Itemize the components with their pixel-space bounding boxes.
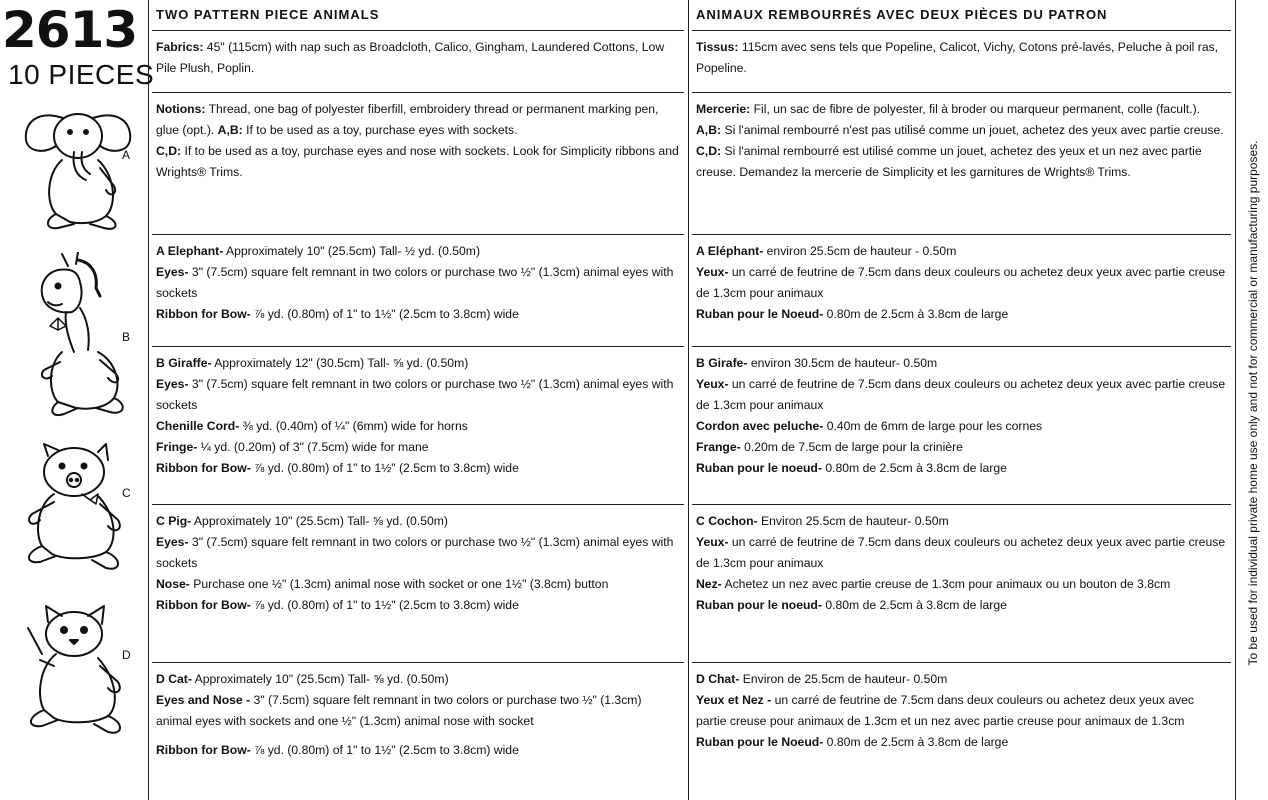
mercerie-ab-label: A,B:: [696, 123, 722, 137]
pig-fr-ribbon-label: Ruban pour le noeud-: [696, 598, 822, 612]
elephant-eyes-text: 3" (7.5cm) square felt remnant in two colors or purchase two ½" (1.3cm) animal eyes with sockets: [156, 265, 674, 300]
fabrics-label: Fabrics:: [156, 40, 204, 54]
pig-eyes-text: 3" (7.5cm) square felt remnant in two colors or purchase two ½" (1.3cm) animal eyes with sockets: [156, 535, 674, 570]
cat-eyes-label: Eyes and Nose -: [156, 693, 251, 707]
cat-ribbon-label: Ribbon for Bow-: [156, 743, 251, 757]
english-cat: [152, 662, 684, 800]
french-title: ANIMAUX REMBOURRÉS AVEC DEUX PIÈCES DU PATRON: [696, 7, 1108, 22]
giraffe-fringe-label: Fringe-: [156, 440, 198, 454]
mercerie-ab-text: Si l'animal rembourré n'est pas utilisé comme un jouet, achetez des yeux avec partie creuse.: [721, 123, 1224, 137]
pig-ribbon-text: ⅞ yd. (0.80m) of 1" to 1½" (2.5cm to 3.8cm) wide: [250, 598, 519, 612]
cat-eyes-text: 3" (7.5cm) square felt remnant in two colors or purchase two ½" (1.3cm) animal eyes with sockets and one ½" (1.3cm) animal nose with socket: [156, 693, 642, 728]
pig-fr-nose-label: Nez-: [696, 577, 722, 591]
pig-fr-eyes-label: Yeux-: [696, 535, 729, 549]
piece-count: 10 PIECES: [8, 59, 155, 90]
giraffe-text: Approximately 12" (30.5cm) Tall- ⅝ yd. (0.50m): [211, 356, 469, 370]
elephant-fr-text: environ 25.5cm de hauteur - 0.50m: [763, 244, 957, 258]
label-b: B: [122, 330, 131, 344]
cat-label: D Cat-: [156, 672, 192, 686]
tissus-text: 115cm avec sens tels que Popeline, Calicot, Vichy, Cotons pré-lavés, Peluche à poil ras, Popeline.: [696, 40, 1219, 75]
pig-nose-label: Nose-: [156, 577, 190, 591]
usage-note: [1243, 58, 1263, 748]
mercerie-cd-text: Si l'animal rembourré est utilisé comme un jouet, achetez des yeux et un nez avec partie creuse. Demandez la mercerie de Simplicity et les garnitures de Wrights® Trims.: [696, 144, 1202, 179]
english-elephant: [152, 234, 684, 346]
cat-fr-ribbon-label: Ruban pour le Noeud-: [696, 735, 824, 749]
elephant-fr-ribbon-label: Ruban pour le Noeud-: [696, 307, 824, 321]
notions-ab-text: If to be used as a toy, purchase eyes with sockets.: [242, 123, 518, 137]
cat-fr-eyes-label: Yeux et Nez -: [696, 693, 772, 707]
cat-illustration: [18, 604, 138, 744]
english-notions: [152, 92, 684, 234]
pig-label: C Pig-: [156, 514, 192, 528]
label-a: A: [122, 148, 131, 162]
divider-left: [148, 0, 149, 800]
pig-fr-label: C Cochon-: [696, 514, 758, 528]
pig-ribbon-label: Ribbon for Bow-: [156, 598, 251, 612]
giraffe-illustration: [18, 252, 138, 422]
giraffe-eyes-label: Eyes-: [156, 377, 189, 391]
giraffe-ribbon-text: ⅞ yd. (0.80m) of 1" to 1½" (2.5cm to 3.8cm) wide: [250, 461, 519, 475]
elephant-fr-eyes-label: Yeux-: [696, 265, 729, 279]
mercerie-text: Fil, un sac de fibre de polyester, fil à broder ou marqueur permanent, colle (facult.).: [750, 102, 1201, 116]
giraffe-fr-fringe-label: Frange-: [696, 440, 741, 454]
pig-fr-text: Environ 25.5cm de hauteur- 0.50m: [757, 514, 949, 528]
divider-middle: [688, 0, 689, 800]
mercerie-label: Mercerie:: [696, 102, 751, 116]
pig-fr-eyes-text: un carré de feutrine de 7.5cm dans deux couleurs ou achetez deux yeux avec partie creuse de 1.3cm pour animaux: [696, 535, 1226, 570]
pig-fr-nose-text: Achetez un nez avec partie creuse de 1.3cm pour animaux ou un bouton de 3.8cm: [721, 577, 1171, 591]
elephant-text: Approximately 10" (25.5cm) Tall- ½ yd. (0.50m): [223, 244, 481, 258]
giraffe-fr-chenille-text: 0.40m de 6mm de large pour les cornes: [823, 419, 1043, 433]
english-title: TWO PATTERN PIECE ANIMALS: [156, 7, 380, 22]
fabrics-text: 45" (115cm) with nap such as Broadcloth, Calico, Gingham, Laundered Cottons, Low Pile Plush, Poplin.: [156, 40, 665, 75]
label-d: D: [122, 648, 131, 662]
english-pig: [152, 504, 684, 662]
giraffe-fr-eyes-label: Yeux-: [696, 377, 729, 391]
giraffe-fr-eyes-text: un carré de feutrine de 7.5cm dans deux couleurs ou achetez deux yeux avec partie creuse de 1.3cm pour animaux: [696, 377, 1226, 412]
cat-ribbon-text: ⅞ yd. (0.80m) of 1" to 1½" (2.5cm to 3.8cm) wide: [250, 743, 519, 757]
usage-note-text: To be used for individual private home use only and not for commercial or manufacturing purposes.: [1246, 140, 1260, 666]
pig-fr-ribbon-text: 0.80m de 2.5cm à 3.8cm de large: [821, 598, 1007, 612]
elephant-ribbon-label: Ribbon for Bow-: [156, 307, 251, 321]
english-fabrics: [152, 30, 684, 92]
pig-eyes-label: Eyes-: [156, 535, 189, 549]
giraffe-chenille-label: Chenille Cord-: [156, 419, 240, 433]
elephant-fr-eyes-text: un carré de feutrine de 7.5cm dans deux couleurs ou achetez deux yeux avec partie creuse de 1.3cm pour animaux: [696, 265, 1226, 300]
cat-fr-eyes-text: un carré de feutrine de 7.5cm dans deux couleurs ou achetez deux yeux avec partie creuse pour animaux de 1.3cm et un nez avec partie creuse pour animaux de 1.3cm: [696, 693, 1194, 728]
mercerie-cd-label: C,D:: [696, 144, 722, 158]
cat-fr-text: Environ de 25.5cm de hauteur- 0.50m: [739, 672, 948, 686]
giraffe-fr-fringe-text: 0.20m de 7.5cm de large pour la crinière: [740, 440, 963, 454]
giraffe-eyes-text: 3" (7.5cm) square felt remnant in two colors or purchase two ½" (1.3cm) animal eyes with sockets: [156, 377, 674, 412]
giraffe-fringe-text: ¼ yd. (0.20m) of 3" (7.5cm) wide for mane: [197, 440, 429, 454]
giraffe-fr-chenille-label: Cordon avec peluche-: [696, 419, 824, 433]
elephant-fr-label: A Eléphant-: [696, 244, 764, 258]
french-giraffe: [692, 346, 1231, 504]
pig-illustration: [18, 442, 138, 582]
notions-label: Notions:: [156, 102, 206, 116]
label-c: C: [122, 486, 131, 500]
french-notions: [692, 92, 1231, 234]
notions-cd-label: C,D:: [156, 144, 182, 158]
notions-ab-label: A,B:: [217, 123, 243, 137]
notions-cd-text: If to be used as a toy, purchase eyes and nose with sockets. Look for Simplicity ribbons and Wrights® Trims.: [156, 144, 679, 179]
giraffe-fr-text: environ 30.5cm de hauteur- 0.50m: [747, 356, 938, 370]
pattern-number: 2613: [2, 1, 138, 59]
french-cat: [692, 662, 1231, 800]
giraffe-fr-label: B Girafe-: [696, 356, 748, 370]
giraffe-fr-ribbon-text: 0.80m de 2.5cm à 3.8cm de large: [821, 461, 1007, 475]
french-column: [692, 0, 1231, 800]
elephant-label: A Elephant-: [156, 244, 224, 258]
divider-right: [1235, 0, 1236, 800]
giraffe-label: B Giraffe-: [156, 356, 212, 370]
elephant-ribbon-text: ⅞ yd. (0.80m) of 1" to 1½" (2.5cm to 3.8cm) wide: [250, 307, 519, 321]
pig-text: Approximately 10" (25.5cm) Tall- ⅝ yd. (0.50m): [191, 514, 448, 528]
english-giraffe: [152, 346, 684, 504]
elephant-fr-ribbon-text: 0.80m de 2.5cm à 3.8cm de large: [823, 307, 1009, 321]
elephant-illustration: [18, 104, 138, 234]
french-pig: [692, 504, 1231, 662]
english-column: [152, 0, 684, 800]
pig-nose-text: Purchase one ½" (1.3cm) animal nose with socket or one 1½" (3.8cm) button: [189, 577, 609, 591]
cat-fr-ribbon-text: 0.80m de 2.5cm à 3.8cm de large: [823, 735, 1009, 749]
giraffe-fr-ribbon-label: Ruban pour le noeud-: [696, 461, 822, 475]
cat-text: Approximately 10" (25.5cm) Tall- ⅝ yd. (0.50m): [191, 672, 449, 686]
french-elephant: [692, 234, 1231, 346]
french-fabrics: [692, 30, 1231, 92]
tissus-label: Tissus:: [696, 40, 739, 54]
cat-fr-label: D Chat-: [696, 672, 740, 686]
notions-text: Thread, one bag of polyester fiberfill, embroidery thread or permanent marking pen, glue (opt.).: [156, 102, 659, 137]
giraffe-ribbon-label: Ribbon for Bow-: [156, 461, 251, 475]
elephant-eyes-label: Eyes-: [156, 265, 189, 279]
giraffe-chenille-text: ⅜ yd. (0.40m) of ¼" (6mm) wide for horns: [239, 419, 468, 433]
